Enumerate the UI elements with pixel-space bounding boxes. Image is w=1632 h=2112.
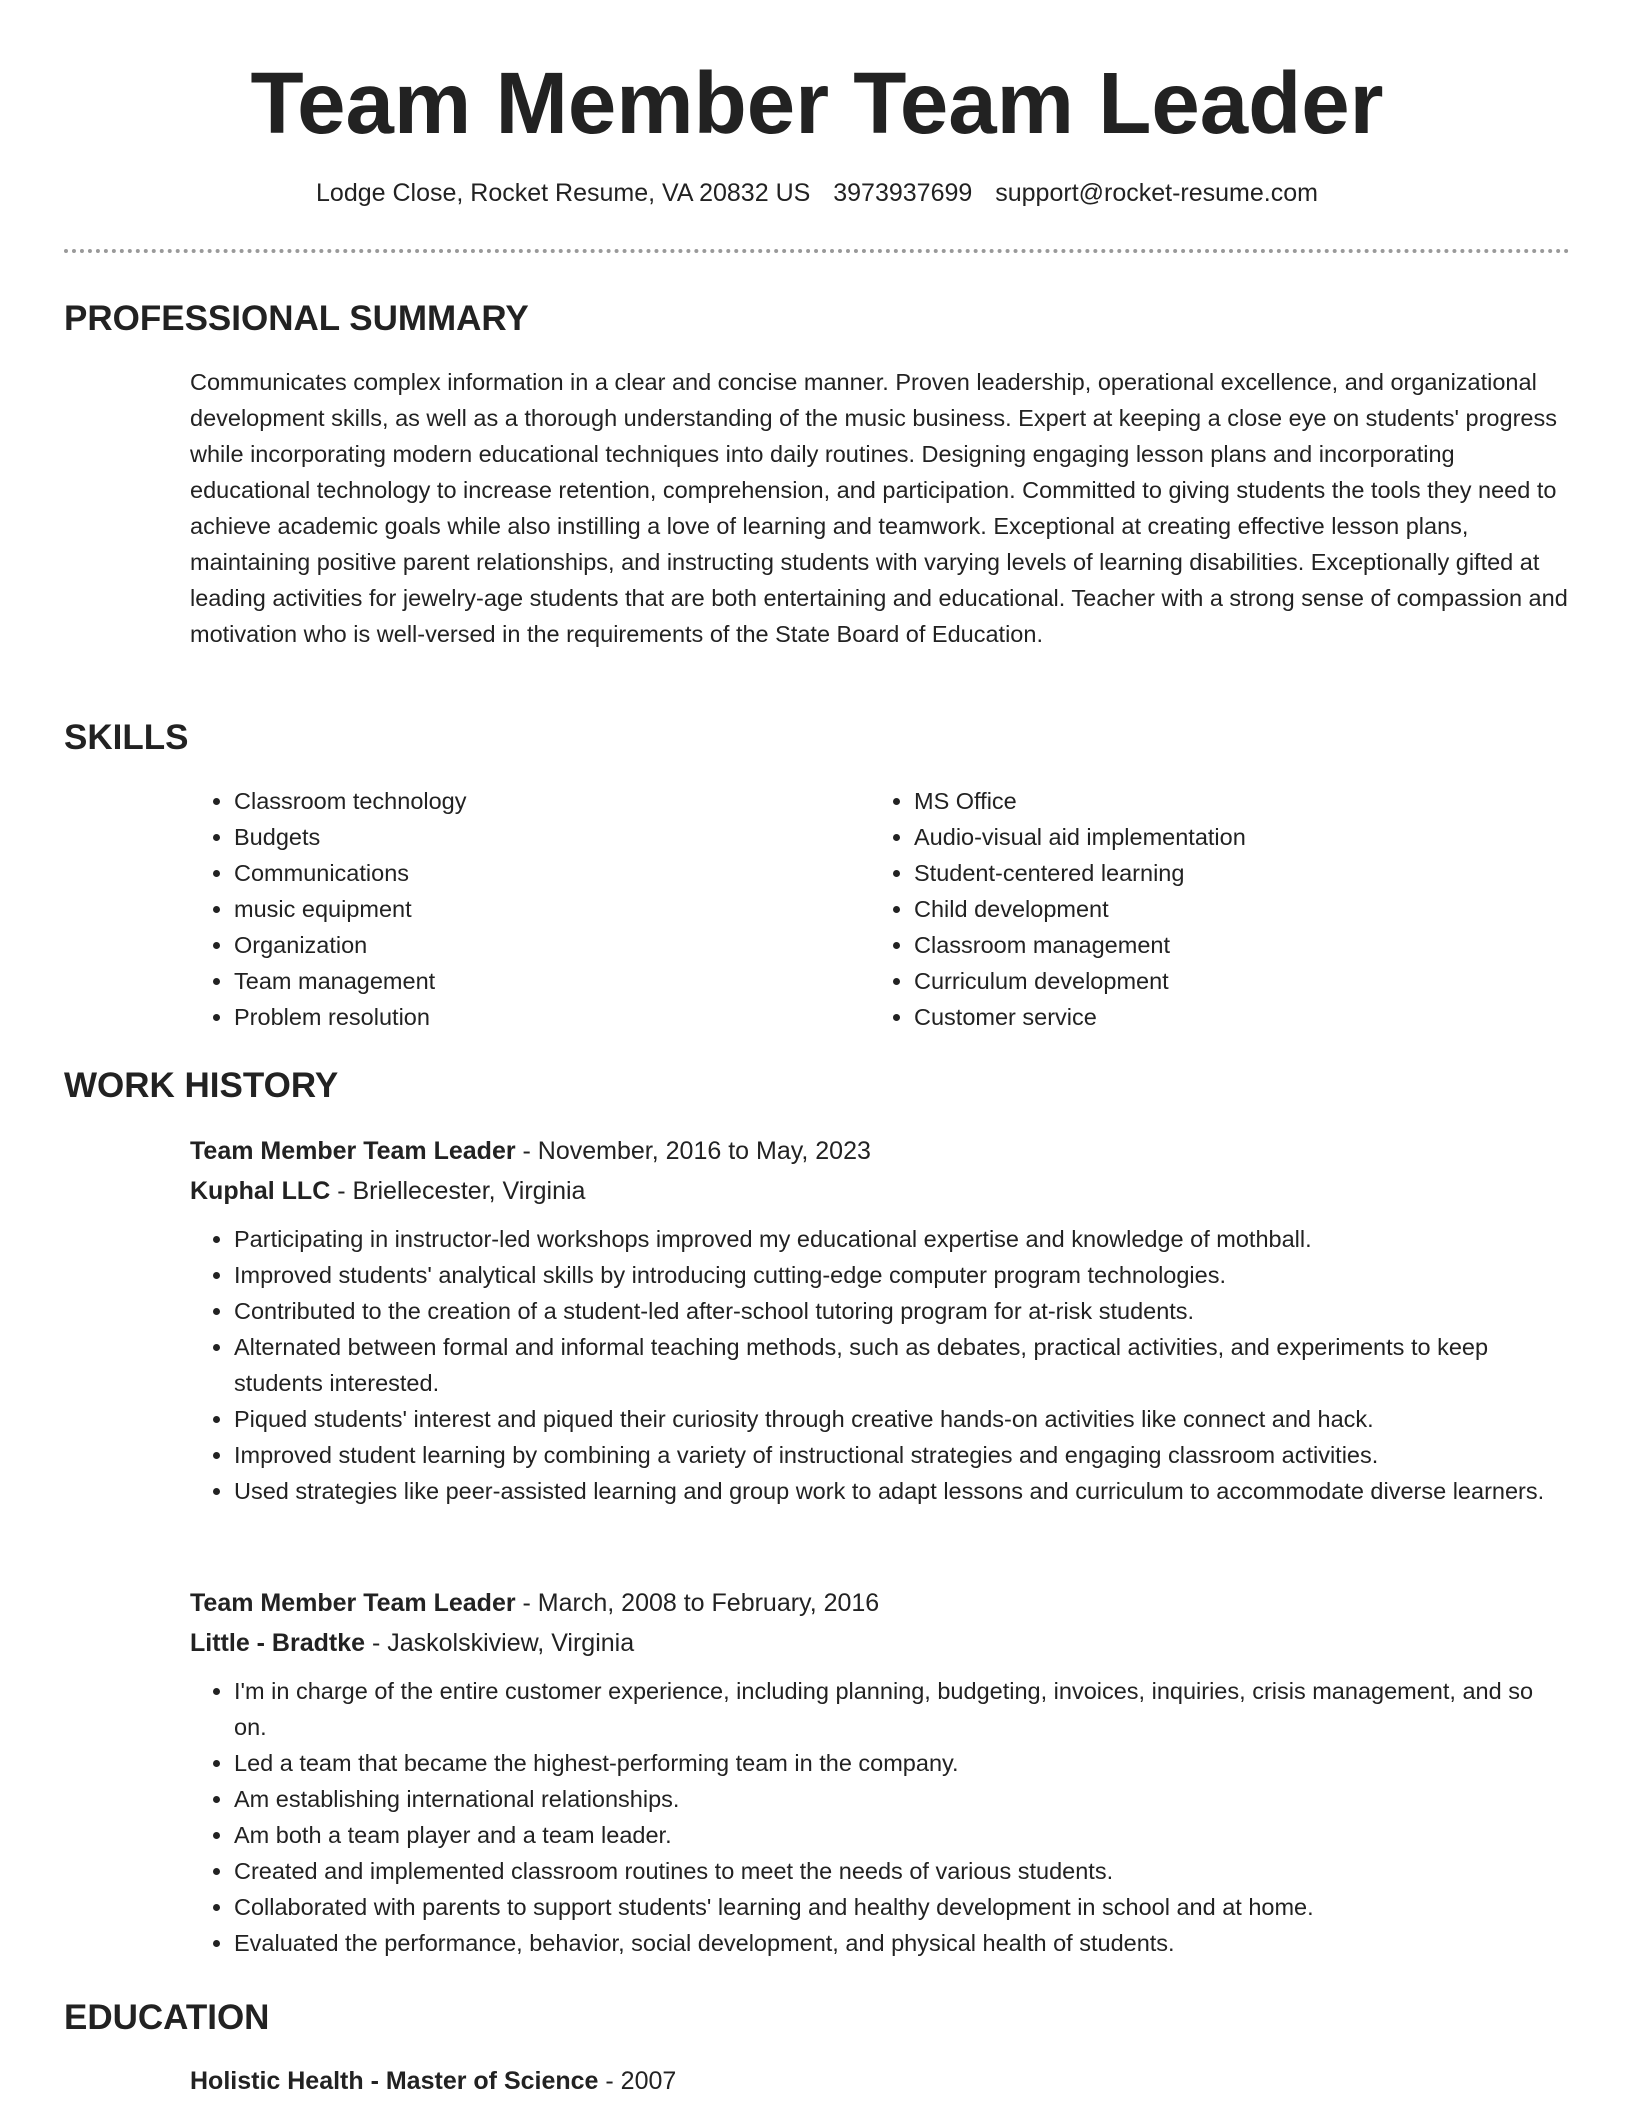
job-dates: - November, 2016 to May, 2023 xyxy=(515,1137,871,1165)
job-title-line xyxy=(190,1583,1570,1623)
job-bullet: • Evaluated the performance, behavior, social development, and physical health of students. xyxy=(234,1925,1570,1961)
job-bullet: • Created and implemented classroom routines to meet the needs of various students. xyxy=(234,1853,1570,1889)
job-role: Team Member Team Leader xyxy=(190,1137,516,1165)
skill-item: • MS Office xyxy=(914,783,1550,819)
skills-list-right xyxy=(870,783,1550,1035)
skill-item: • Student-centered learning xyxy=(914,855,1550,891)
job-entry xyxy=(190,1131,1570,1509)
job-bullet: • Am establishing international relationships. xyxy=(234,1781,1570,1817)
job-location: - Jaskolskiview, Virginia xyxy=(365,1629,635,1657)
job-bullet: • Alternated between formal and informal teaching methods, such as debates, practical activities, and experiments to keep students interested. xyxy=(234,1329,1570,1401)
job-company: Little - Bradtke xyxy=(190,1629,366,1657)
education-line xyxy=(190,2061,1570,2101)
skills-list-left xyxy=(190,783,870,1035)
summary-heading: PROFESSIONAL SUMMARY xyxy=(64,299,529,338)
job-bullet: • Improved students' analytical skills by introducing cutting-edge computer program technologies. xyxy=(234,1257,1570,1293)
job-bullet: • Am both a team player and a team leader. xyxy=(234,1817,1570,1853)
job-entry xyxy=(190,1583,1570,1961)
job-dates: - March, 2008 to February, 2016 xyxy=(515,1589,880,1617)
skills-heading: SKILLS xyxy=(64,718,189,757)
job-role: Team Member Team Leader xyxy=(190,1589,516,1617)
contact-line xyxy=(64,176,1570,210)
job-bullets xyxy=(190,1673,1570,1961)
resume-page xyxy=(64,0,1570,2095)
phone: 3973937699 xyxy=(833,179,973,207)
job-company: Kuphal LLC xyxy=(190,1177,331,1205)
job-company-line xyxy=(190,1171,1570,1211)
job-location: - Briellecester, Virginia xyxy=(330,1177,586,1205)
skill-item: • Organization xyxy=(234,927,870,963)
skill-item: • Child development xyxy=(914,891,1550,927)
work-history-heading: WORK HISTORY xyxy=(64,1066,339,1105)
skill-item: • Curriculum development xyxy=(914,963,1550,999)
education-section xyxy=(190,2061,1570,2101)
job-bullet: • Used strategies like peer-assisted learning and group work to adapt lessons and curriculum to accommodate diverse learners. xyxy=(234,1473,1570,1509)
job-company-line xyxy=(190,1623,1570,1663)
summary-text: Communicates complex information in a clear and concise manner. Proven leadership, operational excellence, and organizational development skills, as well as a thorough understanding of the music business. Expert at keeping a close eye on students' progress while incorporating modern educational techniques into daily routines. Designing engaging lesson plans and incorporating educational technology to increase retention, comprehension, and participation. Committed to giving students the tools they need to achieve academic goals while also instilling a love of learning and teamwork. Exceptional at creating effective lesson plans, maintaining positive parent relationships, and instructing students with varying levels of learning disabilities. Exceptionally gifted at leading activities for jewelry-age students that are both entertaining and educational. Teacher with a strong sense of compassion and motivation who is well-versed in the requirements of the State Board of Education. xyxy=(190,369,1568,647)
skill-item: • Customer service xyxy=(914,999,1550,1035)
email: support@rocket-resume.com xyxy=(995,179,1318,207)
address: Lodge Close, Rocket Resume, VA 20832 US xyxy=(316,179,811,207)
job-bullet: • Contributed to the creation of a student-led after-school tutoring program for at-risk students. xyxy=(234,1293,1570,1329)
education-degree: Holistic Health - Master of Science xyxy=(190,2067,599,2095)
job-bullets xyxy=(190,1221,1570,1509)
job-title-line xyxy=(190,1131,1570,1171)
skill-item: • Team management xyxy=(234,963,870,999)
job-bullet: • Participating in instructor-led workshops improved my educational expertise and knowledge of mothball. xyxy=(234,1221,1570,1257)
job-bullet: • Improved student learning by combining a variety of instructional strategies and engaging classroom activities. xyxy=(234,1437,1570,1473)
skill-item: • Classroom technology xyxy=(234,783,870,819)
header-divider xyxy=(64,249,1570,253)
skills-section xyxy=(190,783,1570,1035)
skill-item: • Problem resolution xyxy=(234,999,870,1035)
skill-item: • Audio-visual aid implementation xyxy=(914,819,1550,855)
summary-section xyxy=(190,364,1570,652)
skill-item: • Communications xyxy=(234,855,870,891)
job-bullet: • Led a team that became the highest-performing team in the company. xyxy=(234,1745,1570,1781)
candidate-name: Team Member Team Leader xyxy=(250,55,1384,152)
skill-item: • Classroom management xyxy=(914,927,1550,963)
job-bullet: • I'm in charge of the entire customer experience, including planning, budgeting, invoices, inquiries, crisis management, and so on. xyxy=(234,1673,1570,1745)
education-heading: EDUCATION xyxy=(64,1998,270,2037)
skill-item: • music equipment xyxy=(234,891,870,927)
skill-item: • Budgets xyxy=(234,819,870,855)
job-bullet: • Piqued students' interest and piqued their curiosity through creative hands-on activities like connect and hack. xyxy=(234,1401,1570,1437)
education-year: - 2007 xyxy=(598,2067,677,2095)
job-bullet: • Collaborated with parents to support students' learning and healthy development in school and at home. xyxy=(234,1889,1570,1925)
